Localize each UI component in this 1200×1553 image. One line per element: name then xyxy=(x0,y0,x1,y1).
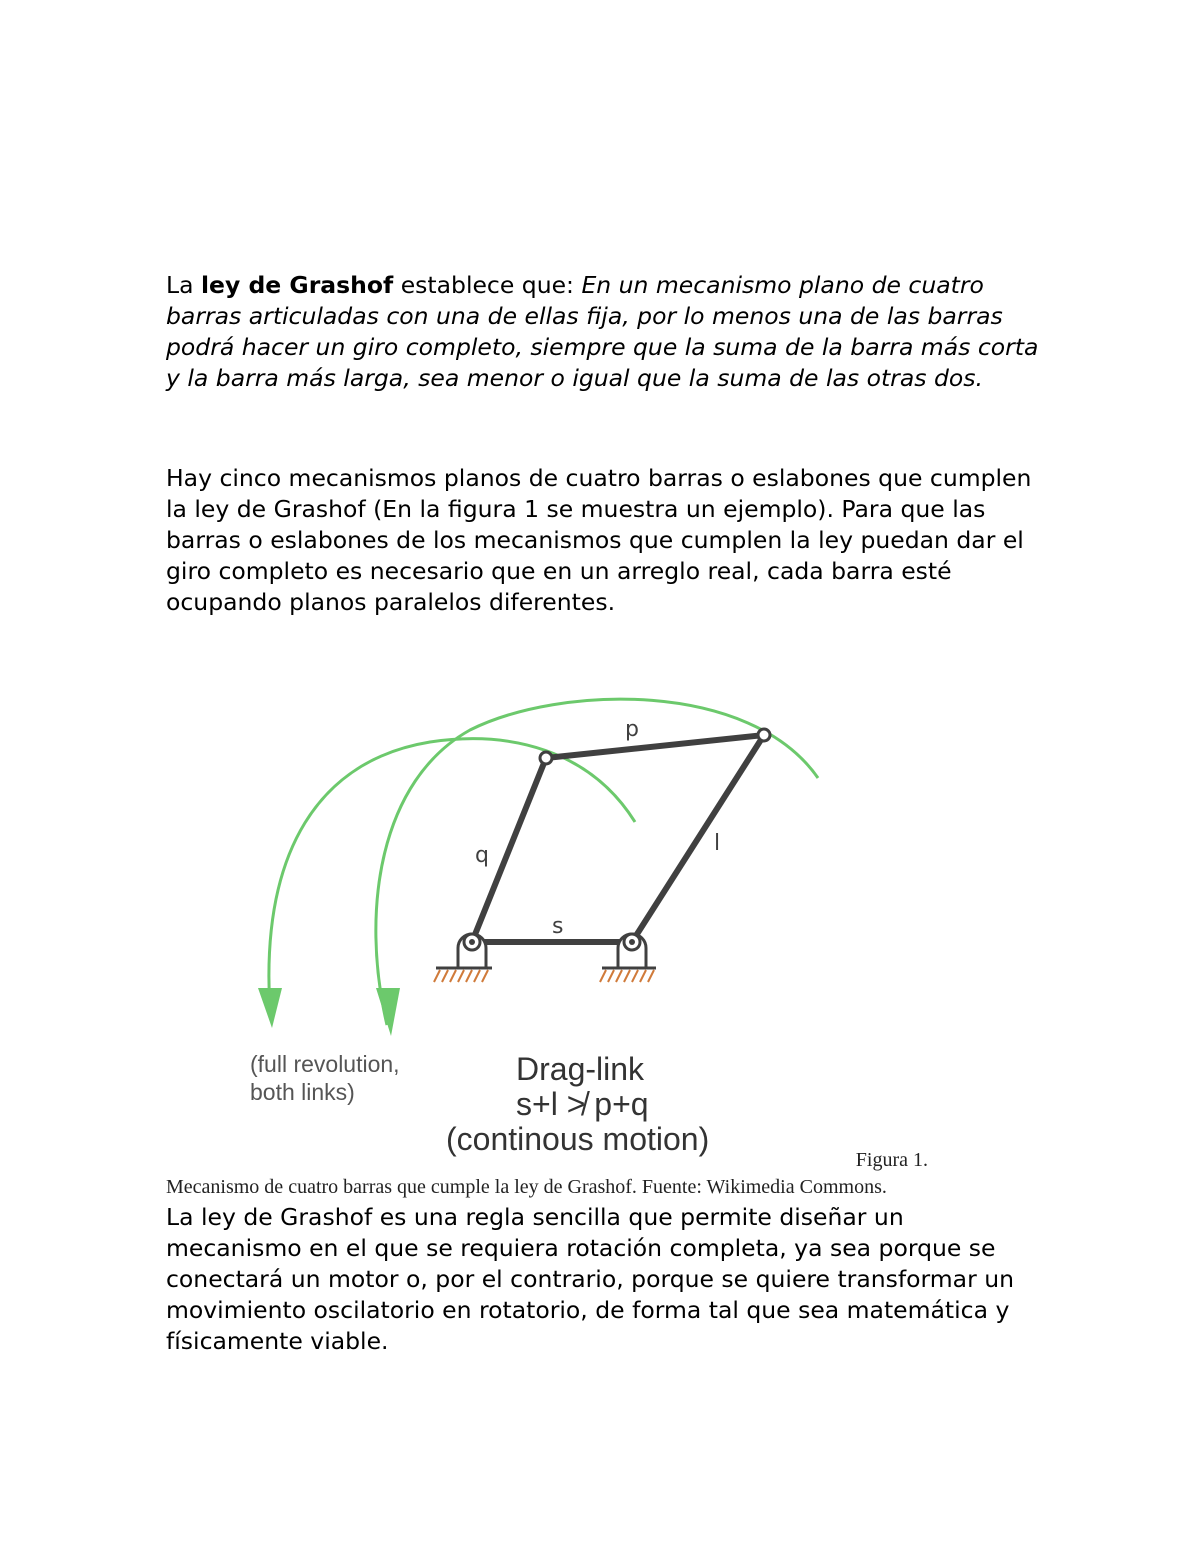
label-p: p xyxy=(625,717,639,742)
grashof-law-term: ley de Grashof xyxy=(200,271,394,299)
note-line-1: (full revolution, xyxy=(250,1051,400,1077)
five-mechanisms-paragraph: Hay cinco mecanismos planos de cuatro barras o eslabones que cumplen la ley de Grashof (En la figura 1 se muestra un ejemplo). Para que las barras o eslabones de los mecanismos que cumplen la ley puedan dar el giro completo es necesario que en un arreglo real, cada barra esté ocupando planos paralelos diferentes. xyxy=(166,464,1032,616)
figure-title: Drag-link xyxy=(516,1051,645,1087)
revolution-arc-outer xyxy=(376,699,818,1025)
note-line-2: both links) xyxy=(250,1079,355,1105)
four-bar-figure xyxy=(230,690,850,1160)
joint-top-right xyxy=(758,729,770,741)
grashof-rule-paragraph: La ley de Grashof es una regla sencilla que permite diseñar un mecanismo en el que se requiera rotación completa, ya sea porque se conectará un motor o, por el contrario, porque se quiere transformar un movimiento oscilatorio en rotatorio, de forma tal que sea matemática y físicamente viable. xyxy=(166,1203,1014,1355)
grashof-law-statement: En un mecanismo plano de cuatro barras articuladas con una de ellas fija, por lo menos una de las barras podrá hacer un giro completo, siempre que la suma de la barra más corta y la barra más larga, sea menor o igual que la suma de las otras dos. xyxy=(166,271,1039,392)
ground-pivot-left xyxy=(434,934,492,982)
joint-top-left xyxy=(540,752,552,764)
paragraph-mid: establece que: xyxy=(393,271,582,299)
link-l xyxy=(632,735,764,942)
link-p xyxy=(546,735,764,758)
label-l: l xyxy=(714,831,721,856)
figure-formula: s+l ≯ p+q xyxy=(516,1086,649,1122)
label-q: q xyxy=(475,843,489,868)
grashof-law-paragraph xyxy=(166,270,1046,394)
label-s: s xyxy=(552,914,564,939)
figure-caption-label: Figura 1. xyxy=(855,1149,928,1171)
arrowhead-outer xyxy=(376,988,400,1036)
figure-motion: (continous motion) xyxy=(446,1121,710,1157)
paragraph-lead: La xyxy=(166,271,201,299)
arrowhead-inner xyxy=(258,988,282,1028)
figure-caption-text: Mecanismo de cuatro barras que cumple la ley de Grashof. Fuente: Wikimedia Commons. xyxy=(166,1176,887,1198)
